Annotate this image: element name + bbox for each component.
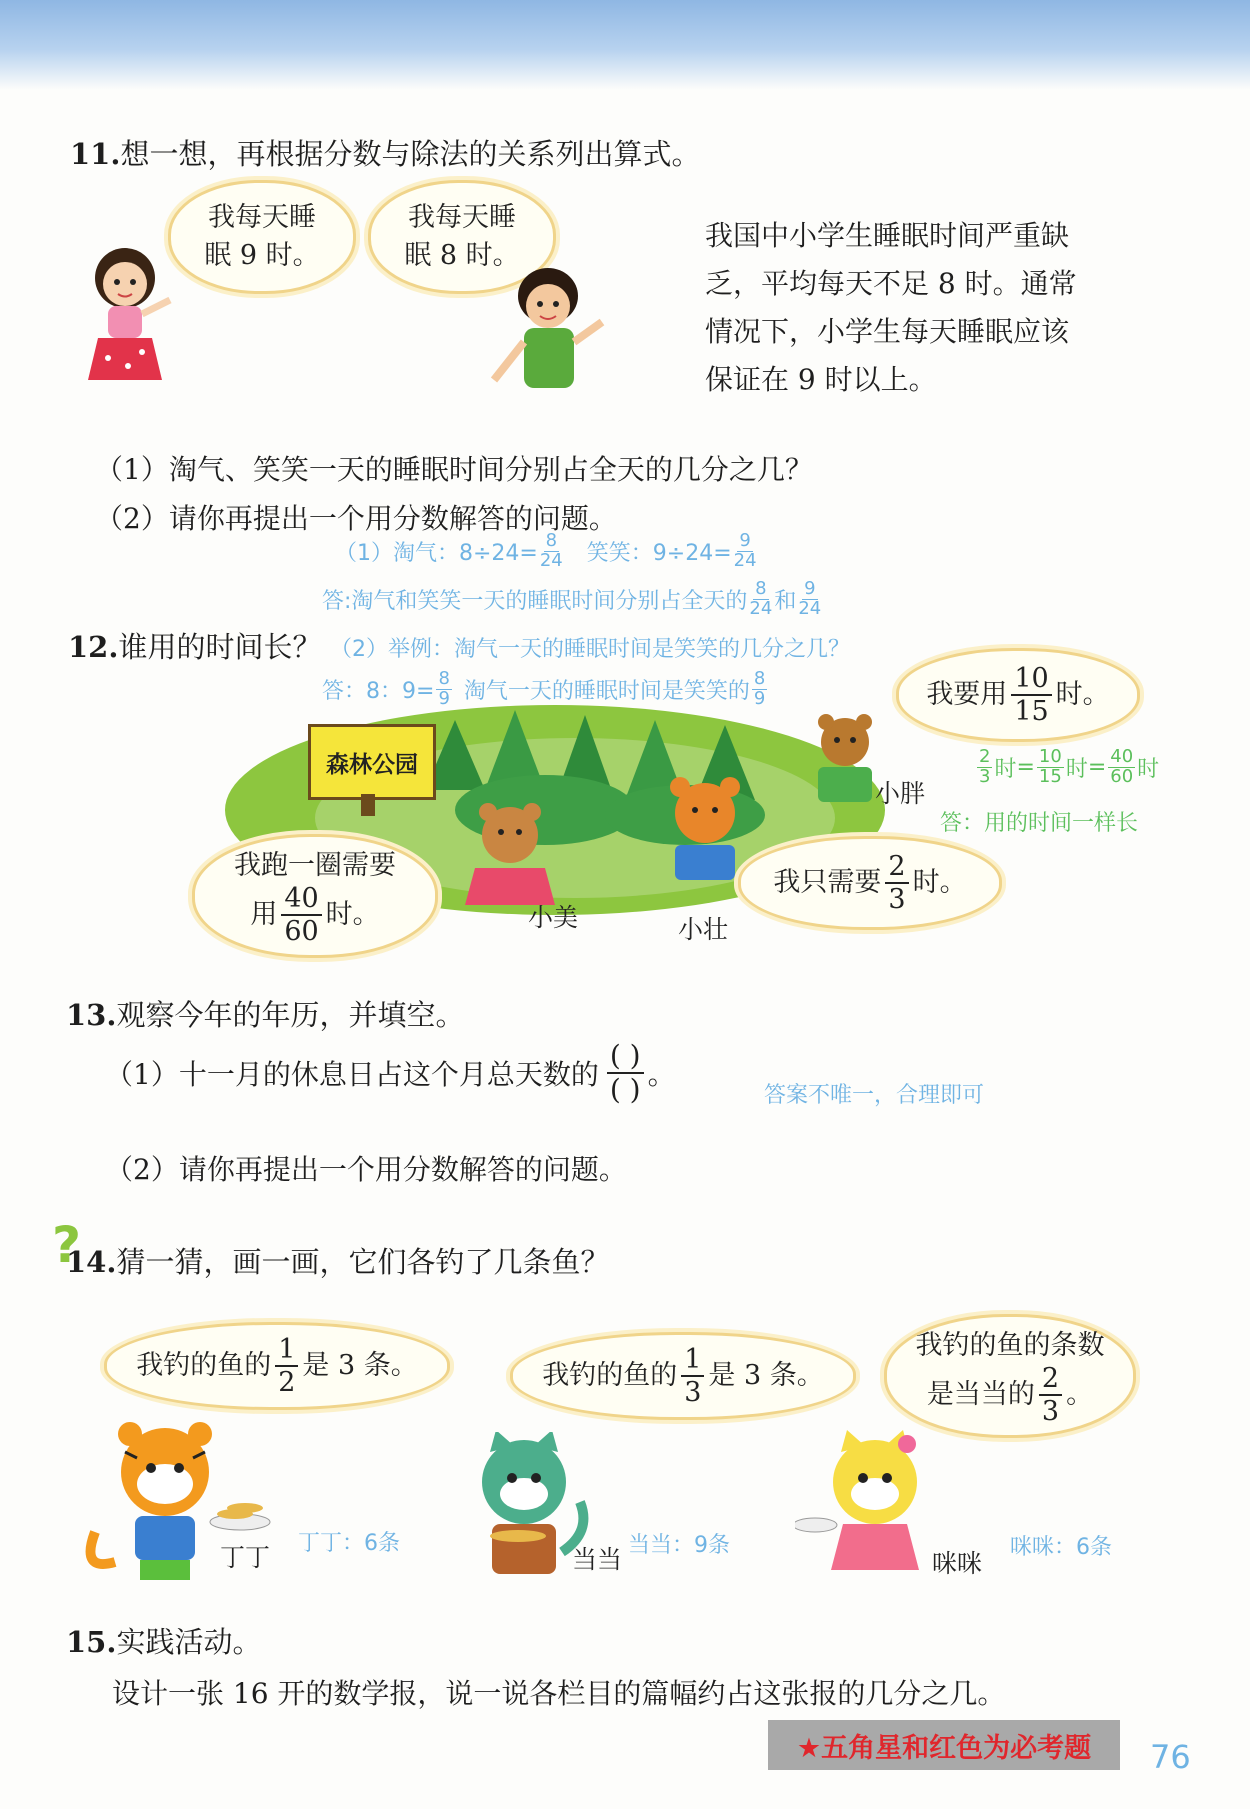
fraction-denominator: 15	[1014, 696, 1049, 727]
b3-post: 。	[1066, 1378, 1094, 1410]
fraction-numerator: 2	[885, 853, 908, 884]
fraction-numerator: 40	[1110, 746, 1134, 767]
xiaozhuang-bubble-pre: 我只需要	[773, 867, 882, 899]
q13-sub1-text: （1）十一月的休息日占这个月总天数的	[105, 1058, 599, 1091]
dingding-speech-bubble	[104, 1322, 450, 1410]
unit-hour-2: 时	[1065, 756, 1088, 782]
q11-ans2-text: 答:淘气和笑笑一天的睡眠时间分别占全天的	[322, 588, 748, 614]
fraction-denominator: 9	[438, 688, 450, 709]
xiaomei-speech-bubble	[192, 834, 438, 958]
b1-pre: 我钓的鱼的	[136, 1350, 272, 1382]
xiaomei-bubble-line-1: 我跑一圈需要	[234, 850, 396, 882]
q11-answer-1	[335, 532, 759, 570]
q11-ans4b-text: 淘气一天的睡眠时间是笑笑的	[463, 678, 750, 704]
fraction-denominator: 24	[733, 550, 757, 571]
q11-sub2: （2）请你再提出一个用分数解答的问题。	[95, 502, 617, 535]
name-mimi: 咪咪	[932, 1549, 983, 1578]
q11-ans2-fraction-a	[749, 580, 772, 618]
q14-answer-mimi: 咪咪：6条	[1010, 1535, 1112, 1560]
xiaomei-bubble-post: 时。	[325, 898, 380, 930]
b1-fraction	[275, 1336, 298, 1396]
fraction-denominator: 9	[753, 688, 766, 709]
fraction-denominator: 24	[539, 550, 563, 571]
q12-answer-equation: $\frac{2}{3}$ 时 = $\frac{10}{15}$ 时 = $\frac{40}{60}$ 时	[979, 746, 1160, 787]
girl-bubble-line-1: 我每天睡	[208, 202, 316, 234]
fraction-numerator: 40	[281, 885, 321, 916]
q13-title	[66, 993, 464, 1034]
q15-number: 15.	[66, 1625, 117, 1659]
q11-ans4-text: 答：8：9=	[322, 678, 435, 704]
xiaomei-bear	[455, 800, 565, 910]
q12-frac-b	[1037, 748, 1064, 786]
fraction-numerator: 2	[1039, 1365, 1062, 1396]
q14-title-text: 猜一猜，画一画，它们各钓了几条鱼？	[116, 1245, 610, 1279]
top-header-band	[0, 0, 1250, 90]
q14-number: 14.	[66, 1245, 117, 1279]
fraction-denominator: 3	[888, 884, 906, 915]
fraction-denominator: 2	[278, 1367, 296, 1398]
mimi-cat	[795, 1430, 945, 1590]
q14-title	[66, 1240, 609, 1281]
fraction-numerator: 10	[1038, 746, 1062, 767]
q12-title-text: 谁用的时间长？	[118, 630, 322, 664]
xiaopang-bubble-post: 时。	[1055, 679, 1110, 711]
fraction-denominator: 60	[284, 915, 319, 947]
q12-title	[68, 625, 321, 666]
q11-title-text: 想一想，再根据分数与除法的关系列出算式。	[120, 137, 701, 171]
xiaopang-bubble-pre: 我要用	[926, 679, 1008, 711]
q11-answer-2	[322, 580, 823, 618]
q11-ans1b-text: 笑笑：9÷24=	[586, 540, 732, 566]
fraction-numerator: 8	[545, 530, 558, 551]
paragraph-line-3: 情况下，小学生每天睡眠应该	[705, 315, 1070, 348]
b3-line1: 我钓的鱼的条数	[915, 1330, 1105, 1362]
b1-post: 是 3 条。	[302, 1350, 418, 1382]
q13-blank-fraction	[607, 1039, 644, 1106]
q14-answer-dingding: 丁丁：6条	[298, 1531, 400, 1556]
q13-title-text: 观察今年的年历，并填空。	[116, 998, 465, 1032]
q13-number: 13.	[66, 998, 117, 1032]
dangdang-speech-bubble	[510, 1332, 856, 1420]
paragraph-line-2: 乏，平均每天不足 8 时。通常	[705, 267, 1077, 300]
fraction-numerator: 10	[1011, 665, 1051, 696]
fraction-numerator: 2	[979, 746, 991, 767]
q13-sub1	[105, 1039, 676, 1106]
blank-numerator: ( )	[607, 1042, 644, 1074]
page-number: 76	[1150, 1738, 1191, 1776]
q13-sub2: （2）请你再提出一个用分数解答的问题。	[105, 1153, 627, 1186]
fraction-denominator: 24	[749, 598, 773, 619]
fraction-denominator: 3	[1041, 1395, 1060, 1427]
fraction-denominator: 24	[798, 598, 822, 619]
q11-ans1-fraction	[540, 532, 563, 570]
sign-post	[361, 794, 375, 816]
q11-ans2-fraction-b	[798, 580, 821, 618]
xiaomei-bubble-fraction	[281, 882, 321, 947]
fraction-numerator: 8	[755, 578, 767, 599]
mimi-speech-bubble	[884, 1314, 1136, 1438]
name-xiaopang: 小胖	[875, 779, 926, 808]
fraction-denominator: 60	[1110, 766, 1134, 787]
fraction-numerator: 1	[681, 1346, 704, 1377]
q11-title	[70, 132, 700, 173]
xiaozhuang-speech-bubble	[738, 836, 1002, 930]
xiaopang-bubble-fraction	[1011, 665, 1051, 725]
boy-bubble-line-1: 我每天睡	[408, 202, 516, 234]
park-sign: 森林公园	[308, 724, 436, 800]
girl-bubble-line-2: 眠 9 时。	[204, 240, 320, 271]
q11-sub1: （1）淘气、笑笑一天的睡眠时间分别占全天的几分之几？	[95, 453, 813, 486]
blank-denominator: ( )	[609, 1073, 641, 1106]
fraction-denominator: 3	[684, 1377, 702, 1408]
xiaopang-speech-bubble	[896, 648, 1140, 742]
b3-fraction	[1039, 1362, 1062, 1427]
q15-title-text: 实践活动。	[116, 1625, 262, 1659]
fraction-numerator: 8	[753, 668, 766, 689]
fraction-numerator: 8	[438, 668, 450, 689]
fraction-numerator: 9	[739, 530, 751, 551]
q14-answer-dangdang: 当当：9条	[628, 1533, 730, 1558]
xiaozhuang-bubble-post: 时。	[912, 867, 967, 899]
paragraph-line-4: 保证在 9 时以上。	[705, 363, 937, 396]
fraction-numerator: 1	[275, 1336, 298, 1367]
name-xiaozhuang: 小壮	[678, 915, 729, 944]
q12-frac-c	[1108, 748, 1135, 786]
name-dingding: 丁丁	[220, 1543, 271, 1572]
q11-answer-3: （2）举例：淘气一天的睡眠时间是笑笑的几分之几？	[330, 637, 850, 662]
unit-hour-3: 时	[1137, 756, 1160, 782]
xiaomei-bubble-pre: 用	[250, 898, 278, 930]
q15-text: 设计一张 16 开的数学报，说一说各栏目的篇幅约占这张报的几分之几。	[112, 1677, 1006, 1710]
xiaozhuang-bubble-fraction	[885, 853, 908, 913]
q11-ans1-text: （1）淘气：8÷24=	[335, 540, 538, 566]
q12-answer-text: 答：用的时间一样长	[940, 811, 1139, 836]
name-dangdang: 当当	[572, 1545, 623, 1574]
svg-text:?: ?	[52, 1218, 82, 1272]
b3-pre: 是当当的	[926, 1378, 1035, 1410]
q11-ans2-and: 和	[774, 588, 797, 614]
girl-illustration	[70, 240, 180, 390]
name-xiaomei: 小美	[528, 903, 579, 932]
girl-speech-bubble	[168, 180, 356, 294]
q11-number: 11.	[70, 137, 121, 171]
unit-hour-1: 时	[994, 756, 1017, 782]
b2-post: 是 3 条。	[708, 1360, 824, 1392]
q11-paragraph	[705, 212, 1077, 404]
q15-title	[66, 1620, 261, 1661]
q11-ans1b-fraction	[734, 532, 757, 570]
paragraph-line-1: 我国中小学生睡眠时间严重缺	[705, 219, 1070, 252]
b2-pre: 我钓的鱼的	[542, 1360, 678, 1392]
q13-answer: 答案不唯一，合理即可	[764, 1083, 985, 1108]
fraction-numerator: 9	[804, 578, 816, 599]
q12-frac-a	[977, 748, 992, 786]
q13-period: 。	[647, 1058, 676, 1091]
q12-number: 12.	[68, 630, 119, 664]
boy-illustration	[488, 262, 618, 402]
must-test-badge: ★五角星和红色为必考题	[768, 1720, 1120, 1770]
b2-fraction	[681, 1346, 704, 1406]
fraction-denominator: 3	[979, 766, 991, 787]
fraction-denominator: 15	[1038, 766, 1062, 787]
boy-bubble-line-2: 眠 8 时。	[404, 240, 520, 271]
